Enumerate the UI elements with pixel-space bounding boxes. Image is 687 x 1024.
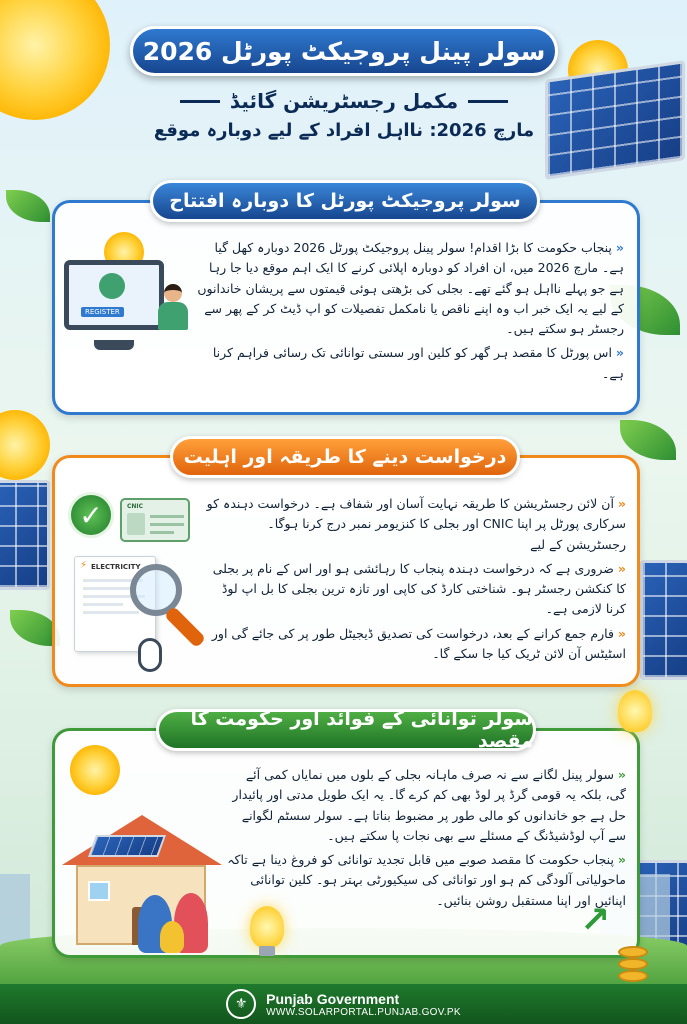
solar-panel-icon [88,835,166,857]
chevron-icon: « [617,852,626,867]
section1-heading: سولر پروجیکٹ پورٹل کا دوبارہ افتتاح [150,180,540,222]
bulb-base [259,946,275,956]
paragraph: «فارم جمع کرانے کے بعد، درخواست کی تصدیق ڈیجیٹل طور پر کی جائے گی اور اسٹیٹس آن لائن ٹریک کیا جا سکے گا۔ [211,625,626,661]
check-icon: ✓ [68,492,114,538]
id-card-icon: CNIC [120,498,190,542]
person-icon [156,284,190,330]
footer-url[interactable]: WWW.SOLARPORTAL.PUNJAB.GOV.PK [266,1006,461,1018]
paragraph: «سولر پینل لگانے سے نہ صرف ماہانہ بجلی کے بلوں میں نمایاں کمی آئے گی، بلکہ یہ قومی گرڈ پر لوڈ بھی کم کرے گا۔ یہ ایک طویل مدتی اور پائیدار حل ہے جو خاندانوں کو مالی طور پر مضبوط بناتا ہے۔ سولر سسٹم لگوانے سے آپ لوڈشیڈنگ کے مسئلے سے بھی نجات پا سکتے ہیں۔ [232,767,626,843]
chevron-icon: « [615,240,624,255]
monitor-stand [94,340,134,350]
leaf-icon [620,420,676,460]
chevron-icon: « [617,625,626,641]
paragraph: «پنجاب حکومت کا بڑا اقدام! سولر پینل پروجیکٹ پورٹل 2026 دوبارہ کھل گیا ہے۔ مارچ 2026 میں، ان افراد کو دوبارہ اپلائی کرنے کا ایک اہم موقع دیا جا رہا ہے جو پہلے نااہل ہو گئے تھے۔ بجلی کی بڑھتی ہوئی قیمتوں سے پریشان خاندانوں کے لیے یہ ایک خبر اب وہ اپنے ناقص یا نامکمل تفصیلات کو اپ ڈیٹ کر کے پھر سے رجسٹر ہو سکتے ہیں۔ [197,240,624,336]
leaf-icon [6,190,50,222]
subtitle: مکمل رجسٹریشن گائیڈ [229,89,459,113]
chevron-icon: « [617,496,626,511]
family-icon [160,921,184,953]
sun-icon [0,410,50,480]
solar-panel-icon [0,480,50,590]
paragraph: «اس پورٹل کا مقصد ہر گھر کو کلین اور سستی توانائی تک رسائی فراہم کرنا ہے۔ [212,345,624,381]
footer [0,984,687,1024]
monitor-icon [64,260,164,330]
footer-title: Punjab Government [266,990,400,1007]
divider [180,100,220,103]
emblem-icon: ⚜ [226,989,256,1019]
section2-heading: درخواست دینے کا طریقہ اور اہلیت [170,436,520,478]
magnifier-handle [164,606,206,648]
paragraph: «آن لائن رجسٹریشن کا طریقہ نہایت آسان اور شفاف ہے۔ درخواست دہندہ کو سرکاری پورٹل پر اپنا CNIC اور بجلی کا کنزیومر نمبر درج کرنا ہوگا۔ رجسٹریشن کے لیے [206,496,626,552]
footer-text [266,991,461,1018]
house-illustration [52,745,262,970]
section2-text [206,494,626,668]
divider [468,100,508,103]
user-icon [99,273,125,299]
monitor-illustration [64,232,194,372]
coin-icon [618,946,648,958]
sun-icon [70,745,120,795]
coin-icon [618,958,648,970]
mouse-icon [138,638,162,672]
section3-text [226,765,626,915]
lightning-icon: ⚡ [80,560,88,571]
page-title: سولر پینل پروجیکٹ پورٹل 2026 [130,26,558,76]
paragraph: «ضروری ہے کہ درخواست دہندہ پنجاب کا رہائشی ہو اور اس کے نام پر بجلی کا کنکشن رجسٹر ہو۔ شناختی کارڈ کی کاپی اور تازہ ترین بجلی کا بل اپ لوڈ کرنا لازمی ہے۔ [212,560,626,617]
section1-text [196,238,624,388]
chevron-icon: « [617,767,626,782]
growth-arrow-icon: ↗ [580,900,611,941]
chevron-icon: « [615,345,624,361]
bulb-icon [250,906,284,948]
chevron-icon: « [617,560,626,576]
sun-icon [0,0,110,120]
bill-icon: ELECTRICITY ⚡ [74,556,156,652]
solar-panel-icon [640,560,687,680]
coin-icon [618,970,648,982]
subtitle-row [150,86,538,116]
documents-illustration [62,486,202,676]
paragraph: «پنجاب حکومت کا مقصد صوبے میں قابل تجدید توانائی کو فروغ دینا ہے تاکہ ماحولیاتی آلودگی کم ہو اور توانائی کی سیکیورٹی بہتر ہو۔ کلین توانائی اپنائیں اور اپنا مستقبل روشن بنائیں۔ [227,852,626,908]
bulb-icon [618,690,652,732]
register-button: REGISTER [81,307,124,317]
solar-panel-icon [545,60,685,180]
section3-heading: سولر توانائی کے فوائد اور حکومت کا مقصد [156,709,536,751]
date-line: مارچ 2026: نااہل افراد کے لیے دوبارہ موقع [153,120,535,141]
